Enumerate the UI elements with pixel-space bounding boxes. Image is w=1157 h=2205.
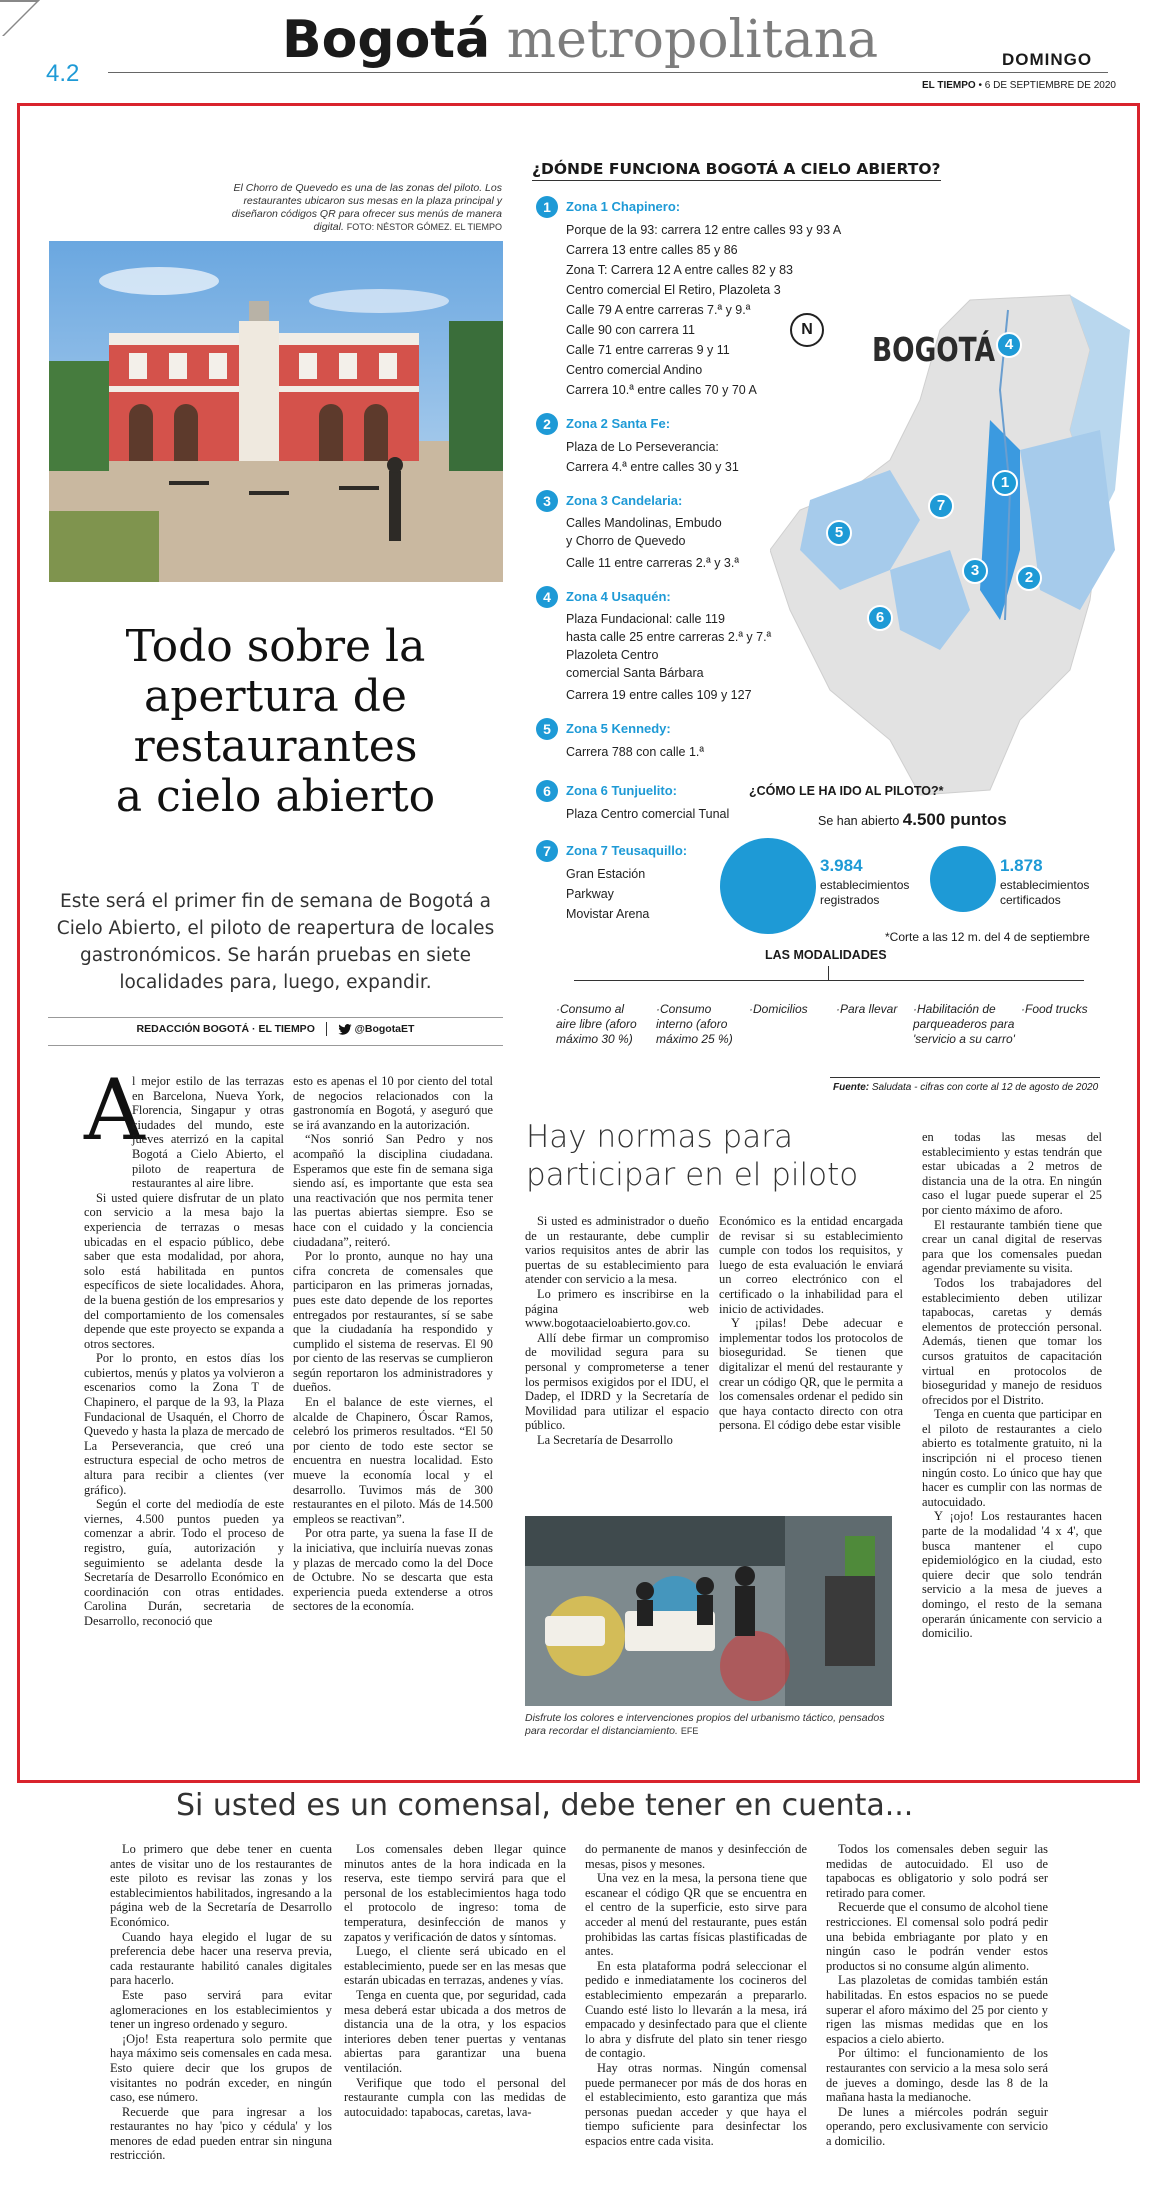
zone-line: Porque de la 93: carrera 12 entre calles 93 y 93 A [566,223,842,237]
norms-paragraph: Allí debe firmar un compromiso de movilidad segura para su personal y comprometerse a tener los permisos exigidos por el IDU, el Dadep, el IDRD y la Secretaría de Movilidad para utilizar el espacio público. [525,1330,709,1433]
bottom-headline: Si usted es un comensal, debe tener en cuenta... [176,1788,914,1823]
bottom-column-4 [826,1842,1048,2197]
restaurant-table-photo [525,1516,892,1706]
norms-paragraph: El restaurante también tiene que crear un canal digital de reservas para que los comensales puedan agendar previamente su visita. [922,1217,1102,1276]
bottom-paragraph: ¡Ojo! Esta reapertura solo permite que haya máximo seis comensales en cada mesa. Esto quiere decir que los grupos de visitantes no podrán exceder, en ningún caso, ese número. [110,2031,332,2105]
zone-lines [566,610,771,704]
zone-lines [566,864,649,924]
zone-title: Zona 6 Tunjuelito: [566,783,677,798]
zone-number: 4 [536,586,558,608]
zone-line: Zona T: Carrera 12 A entre calles 82 y 83 [566,263,793,277]
modalities-title: LAS MODALIDADES [765,948,887,962]
bottom-column-2 [344,1842,566,2197]
headline-line: Todo sobre la [125,621,426,672]
zone-line: Carrera 13 entre calles 85 y 86 [566,243,738,257]
map-marker-5: 5 [826,520,852,546]
modalities-stem [828,966,829,980]
article-paragraph: Si usted quiere disfrutar de un plato con servicio a la mesa bajo la experiencia de terrazas o mesas ubicadas en el espacio público, debe saber que esta modalidad, por ahora, solo está habilitada en puntos específicos de siete localidades. Ahora, de la buena gestión de los empresarios y del comportamiento de los comensales depende que este proyecto se expanda a otros sectores. [84,1190,284,1351]
header-day: DOMINGO [1002,50,1093,69]
modality-item: ·Habilitación de parqueaderos para 'servicio a su carro' [913,1002,1015,1046]
photo-credit: FOTO: NÉSTOR GÓMEZ. EL TIEMPO [346,222,502,232]
header-date [922,80,1116,91]
byline-author: REDACCIÓN BOGOTÁ · EL TIEMPO [136,1022,315,1035]
norms-paragraph: Y ¡pilas! Debe adecuar e implementar todos los protocolos de bioseguridad. Se tienen que digitalizar el menú del restaurante y crear un código QR, que le permita a los comensales ordenar el pedido sin que haya contacto directo con otra persona. El código debe estar visible [719,1316,903,1433]
page-number: 4.2 [46,60,80,87]
byline-separator [326,1022,327,1036]
article-paragraph: Por otra parte, ya suena la fase II de la iniciativa, que incluiría nuevas zonas y plazas de mercado como la del Doce de Octubre. No se descarta que esta experiencia pueda extenderse a otros sectores de la economía. [293,1526,493,1614]
map-marker-2: 2 [1016,565,1042,591]
zone-line: Gran Estación [566,867,646,881]
zone-title: Zona 4 Usaquén: [566,589,671,604]
bottom-column-1 [110,1842,332,2197]
photo-caption [200,182,502,234]
map-city-label: BOGOTÁ [872,330,996,369]
zone-line: Centro comercial Andino [566,363,703,377]
zone-lines [566,220,841,400]
cutoff-note: *Corte a las 12 m. del 4 de septiembre [885,930,1090,944]
byline [48,1022,503,1036]
zone-line: Carrera 19 entre calles 109 y 127 [566,688,752,702]
bottom-paragraph: Todos los comensales deben seguir las medidas de autocuidado. El uso de tapabocas es obligatorio y solo podrá ser retirado para comer. [826,1842,1048,1900]
twitter-handle: @BogotaET [354,1022,415,1035]
pilot-title: ¿CÓMO LE HA IDO AL PILOTO?* [749,784,944,798]
source-rule [830,1077,1100,1078]
zone-line: hasta calle 25 entre carreras 2.ª y 7.ª [566,630,772,644]
pilot-opened-prefix: Se han abierto [818,814,900,828]
norms-paragraph: La Secretaría de Desarrollo [537,1432,673,1447]
article-headline [48,622,503,822]
section-title-bold: Bogotá [282,10,491,70]
byline-rule [48,1017,503,1018]
certified-value: 1.878 [1000,856,1043,875]
certified-label: establecimientos certificados [1000,878,1090,907]
modality-item: ·Food trucks [1021,1002,1088,1016]
norms-headline-line: Hay normas para [526,1119,793,1155]
source-note [833,1082,1098,1093]
article-paragraph: Según el corte del mediodía de este viernes, 4.500 puntos pueden ya comenzar a abrir. Todo el proceso de registro, guía, autorización y seguimiento se adelanta desde la Secretaría de Desarrollo Económico en coordinación con otras entidades. Carolina Durán, secretaria de Desarrollo, reconoció que [84,1497,284,1628]
bottom-paragraph: Una vez en la mesa, la persona tiene que escanear el código QR que se encuentra en el centro de la superficie, esto sirve para acceder al menú del restaurante, pues están prohibidas las cartas físicas plastificadas de antes. [585,1871,807,1959]
norms-column-1 [525,1214,709,1514]
map-marker-3: 3 [962,558,988,584]
header-rule [108,72,1108,73]
map-marker-6: 6 [867,605,893,631]
zone-number: 3 [536,490,558,512]
bottom-paragraph: Hay otras normas. Ningún comensal puede permanecer por más de dos horas en el establecimiento, esto garantiza que más personas puedan acceder y que haya el tiempo suficiente para desinfectar los espacios entre cada visita. [585,2060,807,2148]
modality-item: ·Para llevar [836,1002,898,1016]
zone-title: Zona 3 Candelaria: [566,493,683,508]
bottom-paragraph: Luego, el cliente será ubicado en el establecimiento, puede ser en las mesas que estarán ubicadas en terrazas, andenes y vías. [344,1944,566,1988]
zone-4 [536,586,836,706]
zone-line: Calle 90 con carrera 11 [566,323,696,337]
bottom-paragraph: Las plazoletas de comidas también están habilitadas. En estos espacios no se puede superar el aforo máximo del 25 por ciento y rigen las mismas medidas que en los espacios a cielo abierto. [826,1973,1048,2046]
zone-lines [566,742,704,762]
zone-line: comercial Santa Bárbara [566,666,704,680]
bottom-paragraph: Este paso servirá para evitar aglomeraciones en los establecimientos y tener un ingreso ordenado y seguro. [110,1987,332,2032]
chorro-de-quevedo-photo [49,241,503,582]
zone-lines [566,514,739,572]
zone-lines [566,804,729,824]
source-label: Fuente: [833,1082,870,1093]
zone-number: 5 [536,718,558,740]
article-column-1 [84,1074,284,1742]
article-paragraph: Por lo pronto, en estos días los cubiertos, menús y platos ya volvieron a escenarios como la Zona T de Chapinero, el parque de la 93, la Plaza Fundacional de Usaquén, el Chorro de Quevedo y hasta la plaza de mercado de La Perseverancia, que creó una estructura especial de ocho metros de altura para recibir a clientes (ver gráfico). [84,1351,284,1497]
bottom-paragraph: do permanente de manos y desinfección de mesas, pisos y mesones. [585,1842,807,1871]
zone-line: Centro comercial El Retiro, Plazoleta 3 [566,283,781,297]
zone-line: Carrera 4.ª entre calles 30 y 31 [566,460,739,474]
plaza-illustration [49,241,503,582]
norms-paragraph: Tenga en cuenta que participar en el piloto de restaurantes a cielo abierto es totalmente gratuito, ni la inscripción ni el proceso tienen ningún costo. Lo único que hay que hacer es cumplir con las normas de autocuidado. [922,1407,1102,1509]
modality-item: ·Consumo interno (aforo máximo 25 %) [656,1002,733,1046]
modalities-connector [574,980,1084,981]
zone-title: Zona 7 Teusaquillo: [566,843,688,858]
bottom-paragraph: Los comensales deben llegar quince minutos antes de la hora indicada en la reserva, este tiempo servirá para que el personal de los establecimientos haga todo el protocolo de ingreso: toma de temperatura, desinfección de manos y zapatos y verificación de datos y síntomas. [344,1842,566,1944]
publication-date: • 6 DE SEPTIEMBRE DE 2020 [978,80,1116,91]
bottom-paragraph: En esta plataforma podrá seleccionar el pedido e inmediatamente los cocineros del establecimiento empezarán a prepararlo. Cuando esté listo lo llevarán a la mesa, irá empacado y desinfectado para que el cliente lo abra y disfrute del plato sin tener riesgo de contagio. [585,1958,807,2061]
norms-paragraph: Lo primero es inscribirse en la página web www.bogotaacieloabierto.gov.co. [525,1286,709,1331]
norms-paragraph: Económico es la entidad encargada de revisar si su establecimiento cumple con todos los requisitos, y luego de esta evaluación le enviará un correo electrónico con el certificado o la inhabilidad para el inicio de actividades. [719,1214,903,1316]
zone-line: Calle 71 entre carreras 9 y 11 [566,343,730,357]
zone-title: Zona 2 Santa Fe: [566,416,671,431]
zone-line: Plaza Centro comercial Tunal [566,807,730,821]
map-marker-4: 4 [996,332,1022,358]
norms-photo-caption [525,1712,895,1738]
dropcap: A [84,1061,145,1159]
twitter-icon [338,1024,352,1035]
compass-label: N [801,321,813,338]
pilot-opened-value: 4.500 puntos [902,810,1007,829]
zone-2 [536,413,836,483]
zone-line: Plaza de Lo Perseverancia: [566,440,719,454]
article-paragraph: En el balance de este viernes, el alcalde de Chapinero, Óscar Ramos, celebró los primeros resultados. “El 50 por ciento de todo este sector se encuentra en nuestra localidad. Esto mueve la economía local y el desarrollo. Tuvimos más de 300 restaurantes en el piloto. Más de 14.500 empleos se reactivan”. [293,1395,493,1526]
norms-headline [526,1118,858,1194]
zone-1 [536,196,866,396]
registered-circle [720,838,816,934]
article-paragraph: “Nos sonrió San Pedro y nos acompañó la disciplina ciudadana. Esperamos que este fin de semana siga siendo así, es importante que esta sea una reactivación que nos permita tener las puertas abiertas siempre. Eso se hace con el cuidado y la conciencia ciudadana”, reiteró. [293,1132,493,1249]
zone-line: Carrera 10.ª entre calles 70 y 70 A [566,383,757,397]
zone-number: 1 [536,196,558,218]
article-paragraph: esto es apenas el 10 por ciento del total de negocios relacionados con la gastronomía en Bogotá, y aseguró que se irá avanzando en la autorización. [293,1074,493,1132]
article-paragraph: l mejor estilo de las terrazas en Barcelona, Nueva York, Florencia, Singapur y otras ciudades del mundo, este jueves aterrizó en la capital Bogotá a Cielo Abierto, el piloto de reapertura de restaurantes al aire libre. [132,1074,284,1191]
zone-number: 2 [536,413,558,435]
bottom-paragraph: Recuerde que para ingresar a los restaurantes no hay 'pico y cédula' y los menores de edad pueden entrar sin ninguna restricción. [110,2104,332,2163]
street-scene-illustration [525,1516,892,1706]
bottom-paragraph: Lo primero que debe tener en cuenta antes de visitar uno de los restaurantes de este piloto es revisar las zonas y los establecimientos habilitados, ingresando a la página web de la Secretaría de Desarrollo Económico. [110,1842,332,1929]
source-text: Saludata - cifras con corte al 12 de agosto de 2020 [871,1082,1099,1093]
bottom-paragraph: Tenga en cuenta que, por seguridad, cada mesa deberá estar ubicada a dos metros de distancia una de la otra, y los espacios interiores deben tener puertas y ventanas abiertas para garantizar una buena ventilación. [344,1987,566,2075]
zone-line: Carrera 788 con calle 1.ª [566,745,705,759]
zone-title: Zona 5 Kennedy: [566,721,671,736]
zone-line: Calles Mandolinas, Embudo [566,516,722,530]
article-lead: Este será el primer fin de semana de Bogotá a Cielo Abierto, el piloto de reapertura de locales gastronómicos. Se harán pruebas en siete localidades para, luego, expandir. [56,891,495,993]
registered-value: 3.984 [820,856,863,875]
zone-line: Plazoleta Centro [566,648,659,662]
zone-line: Calle 79 A entre carreras 7.ª y 9.ª [566,303,751,317]
norms-column-2 [719,1214,903,1514]
headline-line: restaurantes [133,721,418,772]
zone-title: Zona 1 Chapinero: [566,199,681,214]
norms-paragraph: Todos los trabajadores del establecimiento deben utilizar tapabocas, caretas y demás elementos de protección personal. Además, tienen que tomar los cursos gratuitos de capacitación virtual en protocolos de bioseguridad y manejo de residuos ofrecidos por el Distrito. [922,1275,1102,1407]
zone-line: Movistar Arena [566,907,650,921]
headline-line: apertura de [144,671,407,722]
norms-paragraph: Y ¡ojo! Los restaurantes hacen parte de la modalidad '4 x 4', que busca mantener el cupo epidemiológico en la ciudad, esto quiere decir que solo tendrán servicio a la mesa de jueves a domingo, el resto de la semana operarán únicamente con servicio a domicilio. [922,1509,1102,1641]
norms-headline-line: participar en el piloto [526,1157,859,1193]
pilot-opened [818,810,1007,830]
norms-caption-credit: EFE [680,1726,699,1736]
zone-line: Parkway [566,887,614,901]
registered-label: establecimientos registrados [820,878,910,907]
bottom-column-3 [585,1842,807,2197]
modality-item: ·Consumo al aire libre (aforo máximo 30 %) [556,1002,637,1046]
bottom-paragraph: Por último: el funcionamiento de los restaurantes con servicio a la mesa solo será de jueves a domingo, desde las 8 de la mañana hasta la medianoche. [826,2046,1048,2105]
norms-paragraph: en todas las mesas del establecimiento y estas tendrán que estar ubicadas a 2 metros de distancia una de la otra. En ningún caso el lugar puede superar el 25 por ciento máximo de aforo. [922,1130,1102,1217]
section-title-light: metropolitana [506,10,879,70]
map-marker-7: 7 [928,493,954,519]
photo-caption-text: El Chorro de Quevedo es una de las zonas del piloto. Los restaurantes ubicaron sus mesas en la plaza principal y diseñaron códigos QR para ofrecer sus menús de manera digital. [231,182,502,233]
certified-circle [930,846,996,912]
bottom-paragraph: De lunes a miércoles podrán seguir operando, pero exclusivamente con servicio a domicilio. [826,2104,1048,2148]
article-column-2 [293,1074,493,1742]
modality-item: ·Domicilios [749,1002,808,1016]
zone-line: y Chorro de Quevedo [566,534,686,548]
zone-lines [566,437,739,477]
bottom-paragraph: Verifique que todo el personal del restaurante cumpla con las medidas de autocuidado: tapabocas, caretas, lava- [344,2075,566,2119]
map-marker-1: 1 [992,470,1018,496]
norms-column-3 [922,1130,1102,1742]
bottom-paragraph: Recuerde que el consumo de alcohol tiene restricciones. El comensal solo podrá pedir una bebida embriagante por plato y en ningún caso le podrán vender estos productos si no consume algún alimento. [826,1900,1048,1973]
zone-line: Plaza Fundacional: calle 119 [566,612,725,626]
zone-number: 7 [536,840,558,862]
infographic-title: ¿DÓNDE FUNCIONA BOGOTÁ A CIELO ABIERTO? [532,160,941,181]
zone-5 [536,718,836,768]
byline-rule-bottom [48,1045,503,1046]
publication-name: EL TIEMPO [922,80,976,91]
zone-line: Calle 11 entre carreras 2.ª y 3.ª [566,556,739,570]
zone-7 [536,840,736,930]
zone-number: 6 [536,780,558,802]
section-title [282,10,878,70]
article-paragraph: Por lo pronto, aunque no hay una cifra concreta de comensales que participaron en las primeras jornadas, pues este dato depende de los reportes entregados por restaurantes, sí se sabe que la ciudadanía ha respondido y cumplido el sistema de reservas. El 90 por ciento de las reservas se cumplieron según reportaron los administradores y dueños. [293,1249,493,1395]
norms-caption-text: Disfrute los colores e intervenciones propios del urbanismo táctico, pensados para recordar el distanciamiento. [525,1712,885,1737]
norms-paragraph: Si usted es administrador o dueño de un restaurante, debe cumplir varios requisitos antes de abrir las puertas de su establecimiento para atender con servicio a la mesa. [525,1214,709,1287]
headline-line: a cielo abierto [115,771,436,822]
bottom-paragraph: Cuando haya elegido el lugar de su preferencia debe hacer una reserva previa, cada restaurante habilitó canales digitales para hacerlo. [110,1929,332,1988]
zone-3 [536,490,836,580]
